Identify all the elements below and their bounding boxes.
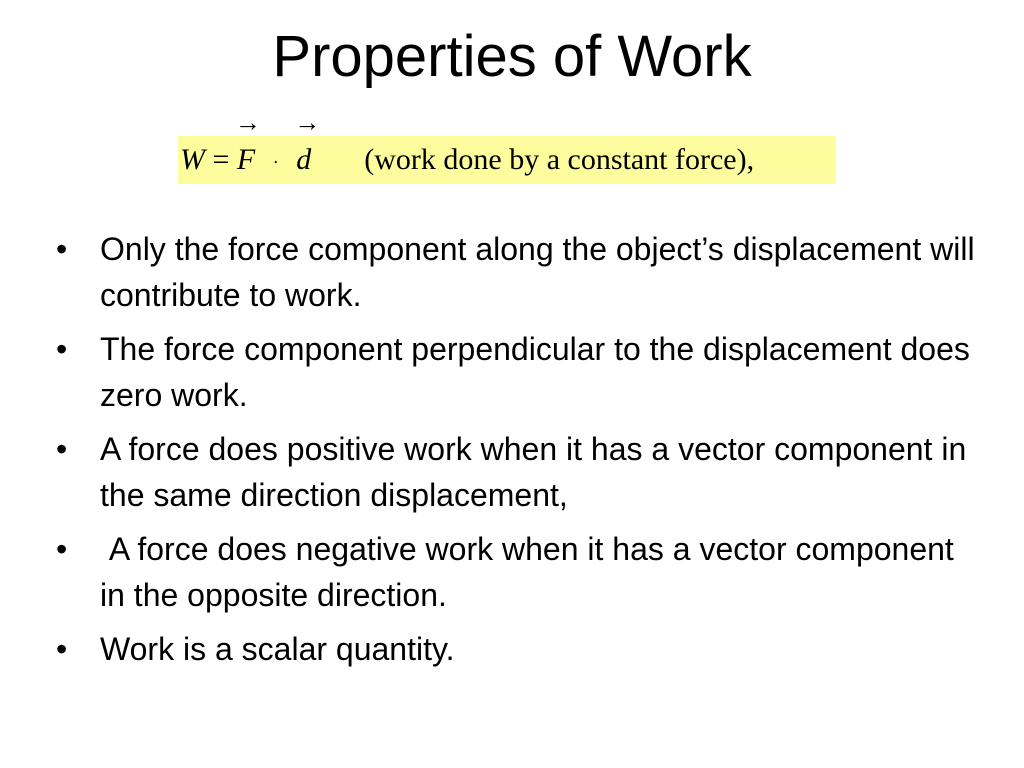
work-formula xyxy=(178,108,836,184)
bullet-text: Work is a scalar quantity. xyxy=(100,631,455,667)
bullet-list xyxy=(56,226,976,680)
bullet-text: Only the force component along the object’s displacement will contribute to work. xyxy=(100,231,975,313)
slide-title: Properties of Work xyxy=(272,24,752,89)
formula-dot-operator: · xyxy=(272,152,279,173)
bullet-item xyxy=(56,626,976,672)
bullet-item xyxy=(56,426,976,518)
vector-arrow-icon: → xyxy=(294,108,321,137)
bullet-item xyxy=(56,326,976,418)
bullet-item xyxy=(56,526,976,618)
formula-note: (work done by a constant force), xyxy=(364,143,755,176)
bullet-dot-icon: • xyxy=(56,431,68,467)
formula-force-vector xyxy=(234,108,261,184)
formula-work-symbol: W xyxy=(180,143,205,176)
bullet-text: A force does positive work when it has a vector component in the same direction displacement, xyxy=(100,431,967,513)
formula-equals: = xyxy=(212,143,230,176)
formula-force-symbol: F xyxy=(236,143,256,176)
bullet-text: A force does negative work when it has a vector component in the opposite direction. xyxy=(100,531,963,613)
bullet-dot-icon: • xyxy=(56,231,68,267)
formula-displacement-symbol: d xyxy=(296,143,312,176)
bullet-dot-icon: • xyxy=(56,631,68,667)
bullet-text: The force component perpendicular to the displacement does zero work. xyxy=(100,331,970,413)
bullet-dot-icon: • xyxy=(56,331,68,367)
formula-displacement-vector xyxy=(294,108,321,184)
vector-arrow-icon: → xyxy=(234,108,261,137)
bullet-item xyxy=(56,226,976,318)
bullet-dot-icon: • xyxy=(56,531,68,567)
